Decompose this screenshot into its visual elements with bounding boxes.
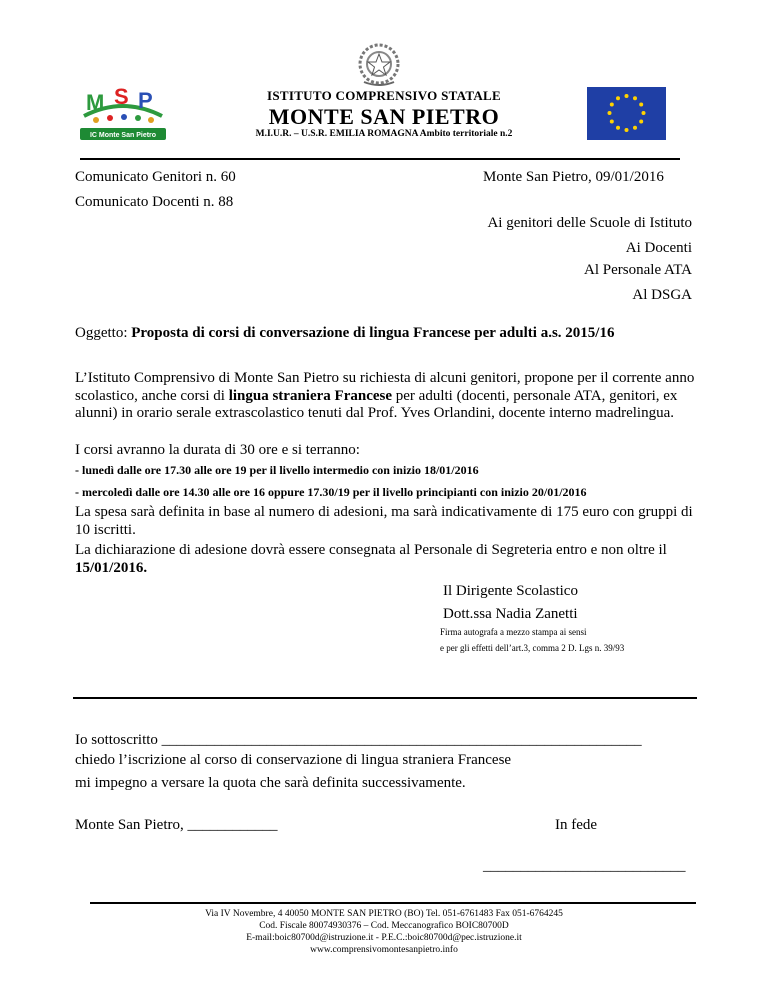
form-name-line: Io sottoscritto ________________________________________________________________ xyxy=(75,732,642,748)
form-place-date: Monte San Pietro, ____________ xyxy=(75,817,278,833)
form-request-line: chiedo l’iscrizione al corso di conservazione di lingua straniera Francese xyxy=(75,752,512,768)
svg-text:S: S xyxy=(114,84,129,109)
logo-caption: IC Monte San Pietro xyxy=(89,132,157,139)
header-line-3: M.I.U.R. – U.S.R. EMILIA ROMAGNA Ambito territoriale n.2 xyxy=(255,129,513,139)
signature-name: Dott.ssa Nadia Zanetti xyxy=(443,606,578,622)
header-rule xyxy=(80,158,680,160)
recipient: Ai genitori delle Scuole di Istituto xyxy=(487,215,692,231)
signature-note-1: Firma autografa a mezzo stampa ai sensi xyxy=(440,627,587,637)
course-2: - mercoledì dalle ore 14.30 alle ore 16 oppure 17.30/19 per il livello principianti con inizio 20/01/2016 xyxy=(75,485,587,499)
signature-role: Il Dirigente Scolastico xyxy=(443,583,578,599)
place-date: Monte San Pietro, 09/01/2016 xyxy=(483,169,664,185)
header-school-name: MONTE SAN PIETRO xyxy=(268,104,500,129)
recipient: Al Personale ATA xyxy=(584,262,692,278)
comunicato-docenti: Comunicato Docenti n. 88 xyxy=(75,194,234,210)
footer xyxy=(0,908,768,956)
footer-website: www.comprensivomontesanpietro.info xyxy=(310,945,458,955)
course-1: - lunedì dalle ore 17.30 alle ore 19 per il livello intermedio con inizio 18/01/2016 xyxy=(75,463,479,477)
subject-label: Oggetto: xyxy=(75,325,128,341)
subject xyxy=(75,324,715,343)
section-divider xyxy=(73,697,697,699)
body-paragraph-3: La spesa sarà definita in base al numero di adesioni, ma sarà indicativamente di 175 euro con gruppi di 10 iscritti. xyxy=(75,504,693,538)
highlight-language: lingua straniera Francese xyxy=(228,387,393,404)
footer-address: Via IV Novembre, 4 40050 MONTE SAN PIETRO (BO) Tel. 051-6761483 Fax 051-6764245 xyxy=(205,909,563,919)
footer-codes: Cod. Fiscale 80074930376 – Cod. Meccanografico BOIC80700D xyxy=(259,921,509,931)
body-paragraph-4: La dichiarazione di adesione dovrà essere consegnata al Personale di Segreteria entro e non oltre il 15/01/2016. xyxy=(75,542,667,576)
form-signature-line: ___________________________ xyxy=(483,858,686,874)
header-line-1: ISTITUTO COMPRENSIVO STATALE xyxy=(266,88,501,103)
eu-flag-icon xyxy=(587,87,666,140)
comunicato-genitori: Comunicato Genitori n. 60 xyxy=(75,169,236,185)
signature-note-2: e per gli effetti dell’art.3, comma 2 D. Lgs n. 39/93 xyxy=(440,643,625,653)
body-paragraph-1: L’Istituto Comprensivo di Monte San Pietro su richiesta di alcuni genitori, propone per il corrente anno scolastico, anche corsi di lingua straniera Francese per adulti (docenti, personale ATA, genitori, ex alunni) in orario serale extrascolastico tenuti dal Prof. Yves Orlandini, docente interno madrelingua. xyxy=(75,370,695,421)
republic-emblem-icon xyxy=(356,42,402,88)
svg-text:M: M xyxy=(86,90,105,115)
svg-text:P: P xyxy=(138,88,153,113)
deadline-date: 15/01/2016. xyxy=(75,559,148,576)
recipient: Ai Docenti xyxy=(625,240,692,256)
footer-rule xyxy=(90,902,696,904)
recipient: Al DSGA xyxy=(632,287,692,303)
subject-text: Proposta di corsi di conversazione di lingua Francese per adulti a.s. 2015/16 xyxy=(131,325,615,341)
body-paragraph-2: I corsi avranno la durata di 30 ore e si terranno: xyxy=(75,442,360,458)
form-in-fede: In fede xyxy=(555,817,598,833)
form-commitment-line: mi impegno a versare la quota che sarà definita successivamente. xyxy=(75,775,466,791)
footer-email: E-mail:boic80700d@istruzione.it - P.E.C.:boic80700d@pec.istruzione.it xyxy=(246,933,522,943)
